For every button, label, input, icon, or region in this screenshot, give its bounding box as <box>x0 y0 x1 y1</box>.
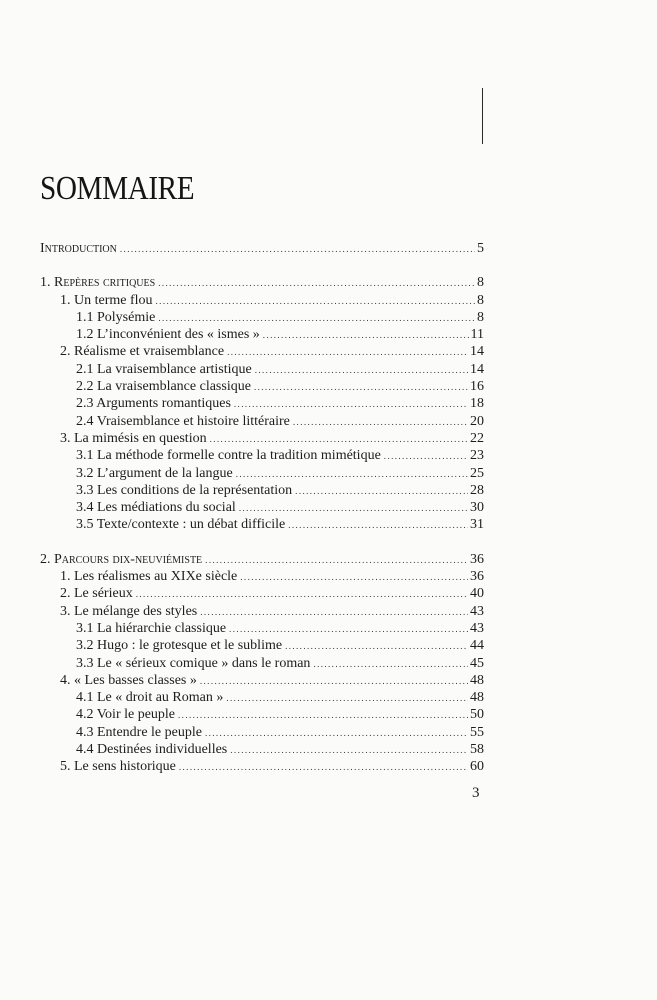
toc-entry-page: 45 <box>470 655 484 671</box>
toc-entry-label: 4. « Les basses classes » <box>60 672 197 688</box>
table-of-contents <box>40 240 484 776</box>
toc-entry-page: 25 <box>470 465 484 481</box>
toc-entry-page: 30 <box>470 500 484 516</box>
toc-entry-label: 2. Réalisme et vraisemblance <box>60 344 225 360</box>
toc-entry <box>40 758 484 775</box>
dot-leader <box>227 344 468 361</box>
toc-entry-page: 43 <box>470 620 484 636</box>
toc-entry <box>40 292 484 309</box>
toc-entry-page: 50 <box>470 707 484 723</box>
dot-leader <box>263 327 469 344</box>
toc-entry-label: 3.1 La hiérarchie classique <box>76 620 227 636</box>
toc-entry <box>40 378 484 395</box>
toc-entry <box>40 326 484 343</box>
dot-leader <box>384 448 468 465</box>
toc-entry-label: 5. Le sens historique <box>60 759 176 775</box>
dot-leader <box>136 586 468 603</box>
dot-leader <box>178 707 468 724</box>
toc-entry-page: 5 <box>477 241 484 256</box>
toc-entry-label: 1.2 L’inconvénient des « ismes » <box>76 327 260 343</box>
toc-entry-page: 14 <box>470 361 484 377</box>
toc-entry-page: 18 <box>470 396 484 412</box>
dot-leader <box>200 673 468 690</box>
dot-leader <box>285 638 468 655</box>
toc-entry-label: 1. Repères critiques <box>40 275 156 291</box>
toc-entry <box>40 516 484 533</box>
dot-leader <box>293 414 468 431</box>
toc-entry <box>40 655 484 672</box>
dot-leader <box>254 379 468 396</box>
toc-entry-label: 3.3 Le « sérieux comique » dans le roman <box>76 655 311 671</box>
toc-entry <box>40 689 484 706</box>
toc-entry-page: 8 <box>477 292 484 308</box>
toc-entry-label: 2.1 La vraisemblance artistique <box>76 361 252 377</box>
toc-entry-page: 60 <box>470 759 484 775</box>
toc-part1-list <box>40 292 484 534</box>
toc-entry-label: 1. Un terme flou <box>60 292 153 308</box>
toc-entry-label: 2. Parcours dix-neuviémiste <box>40 551 203 567</box>
dot-leader <box>205 552 468 569</box>
toc-entry-label: 2. Le sérieux <box>60 586 133 602</box>
dot-leader <box>255 362 468 379</box>
toc-entry-page: 20 <box>470 413 484 429</box>
toc-entry <box>40 637 484 654</box>
toc-entry <box>40 430 484 447</box>
toc-entry-page: 40 <box>470 586 484 602</box>
dot-leader <box>210 431 468 448</box>
toc-entry-page: 36 <box>470 551 484 567</box>
toc-entry-page: 28 <box>470 482 484 498</box>
toc-entry-page: 23 <box>470 448 484 464</box>
toc-entry-label: 1. Les réalismes au XIXe siècle <box>60 569 238 585</box>
toc-entry-page: 48 <box>470 690 484 706</box>
dot-leader <box>236 466 468 483</box>
toc-part2-list <box>40 568 484 776</box>
toc-part-heading <box>40 274 484 291</box>
dot-leader <box>226 690 468 707</box>
dot-leader <box>288 517 468 534</box>
toc-entry-page: 58 <box>470 742 484 758</box>
toc-entry <box>40 568 484 585</box>
toc-entry <box>40 499 484 516</box>
toc-entry <box>40 585 484 602</box>
toc-entry <box>40 447 484 464</box>
toc-entry <box>40 395 484 412</box>
toc-entry <box>40 465 484 482</box>
toc-entry-label: 3.3 Les conditions de la représentation <box>76 482 293 498</box>
dot-leader <box>205 725 468 742</box>
toc-entry-label: 1.1 Polysémie <box>76 309 156 325</box>
dot-leader <box>158 275 475 292</box>
toc-entry-page: 11 <box>470 327 484 343</box>
dot-leader <box>234 396 468 413</box>
dot-leader <box>229 621 468 638</box>
toc-entry-label: 3. La mimésis en question <box>60 430 207 446</box>
toc-part-heading <box>40 551 484 568</box>
toc-entry-page: 16 <box>470 379 484 395</box>
toc-entry-label: 4.1 Le « droit au Roman » <box>76 690 224 706</box>
toc-entry-label: 3.5 Texte/contexte : un débat difficile <box>76 517 286 533</box>
toc-entry-label: 4.4 Destinées individuelles <box>76 742 228 758</box>
toc-entry-page: 43 <box>470 603 484 619</box>
toc-entry-label: 2.3 Arguments romantiques <box>76 396 231 412</box>
toc-entry <box>40 603 484 620</box>
toc-entry-page: 55 <box>470 724 484 740</box>
toc-entry-label: 2.4 Vraisemblance et histoire littéraire <box>76 413 290 429</box>
toc-entry-label: 4.3 Entendre le peuple <box>76 724 202 740</box>
toc-entry <box>40 620 484 637</box>
toc-entry-page: 31 <box>470 517 484 533</box>
toc-entry <box>40 413 484 430</box>
dot-leader <box>120 241 475 258</box>
toc-entry-page: 8 <box>477 275 484 291</box>
dot-leader <box>179 759 468 776</box>
toc-entry <box>40 309 484 326</box>
margin-rule <box>482 88 483 144</box>
toc-entry <box>40 724 484 741</box>
toc-entry-page: 8 <box>477 309 484 325</box>
toc-entry-page: 22 <box>470 430 484 446</box>
toc-entry-label: 3.2 L’argument de la langue <box>76 465 233 481</box>
dot-leader <box>158 310 475 327</box>
toc-entry-label: 3.4 Les médiations du social <box>76 500 236 516</box>
toc-entry-label: Introduction <box>40 241 117 256</box>
toc-entry-label: 3.2 Hugo : le grotesque et le sublime <box>76 638 283 654</box>
dot-leader <box>295 483 468 500</box>
toc-entry <box>40 741 484 758</box>
dot-leader <box>156 293 475 310</box>
toc-entry <box>40 706 484 723</box>
toc-entry-label: 3. Le mélange des styles <box>60 603 198 619</box>
toc-entry <box>40 361 484 378</box>
toc-entry <box>40 482 484 499</box>
toc-entry-label: 2.2 La vraisemblance classique <box>76 379 251 395</box>
page-title: SOMMAIRE <box>40 170 195 207</box>
dot-leader <box>313 656 468 673</box>
toc-entry <box>40 343 484 360</box>
toc-entry-page: 44 <box>470 638 484 654</box>
toc-entry-page: 48 <box>470 672 484 688</box>
toc-entry-label: 3.1 La méthode formelle contre la tradition mimétique <box>76 448 381 464</box>
toc-entry-introduction <box>40 240 484 257</box>
dot-leader <box>239 500 468 517</box>
toc-entry-page: 36 <box>470 569 484 585</box>
toc-entry-page: 14 <box>470 344 484 360</box>
dot-leader <box>200 604 468 621</box>
toc-entry <box>40 672 484 689</box>
dot-leader <box>240 569 468 586</box>
toc-entry-label: 4.2 Voir le peuple <box>76 707 176 723</box>
dot-leader <box>230 742 468 759</box>
page-number: 3 <box>472 785 480 801</box>
